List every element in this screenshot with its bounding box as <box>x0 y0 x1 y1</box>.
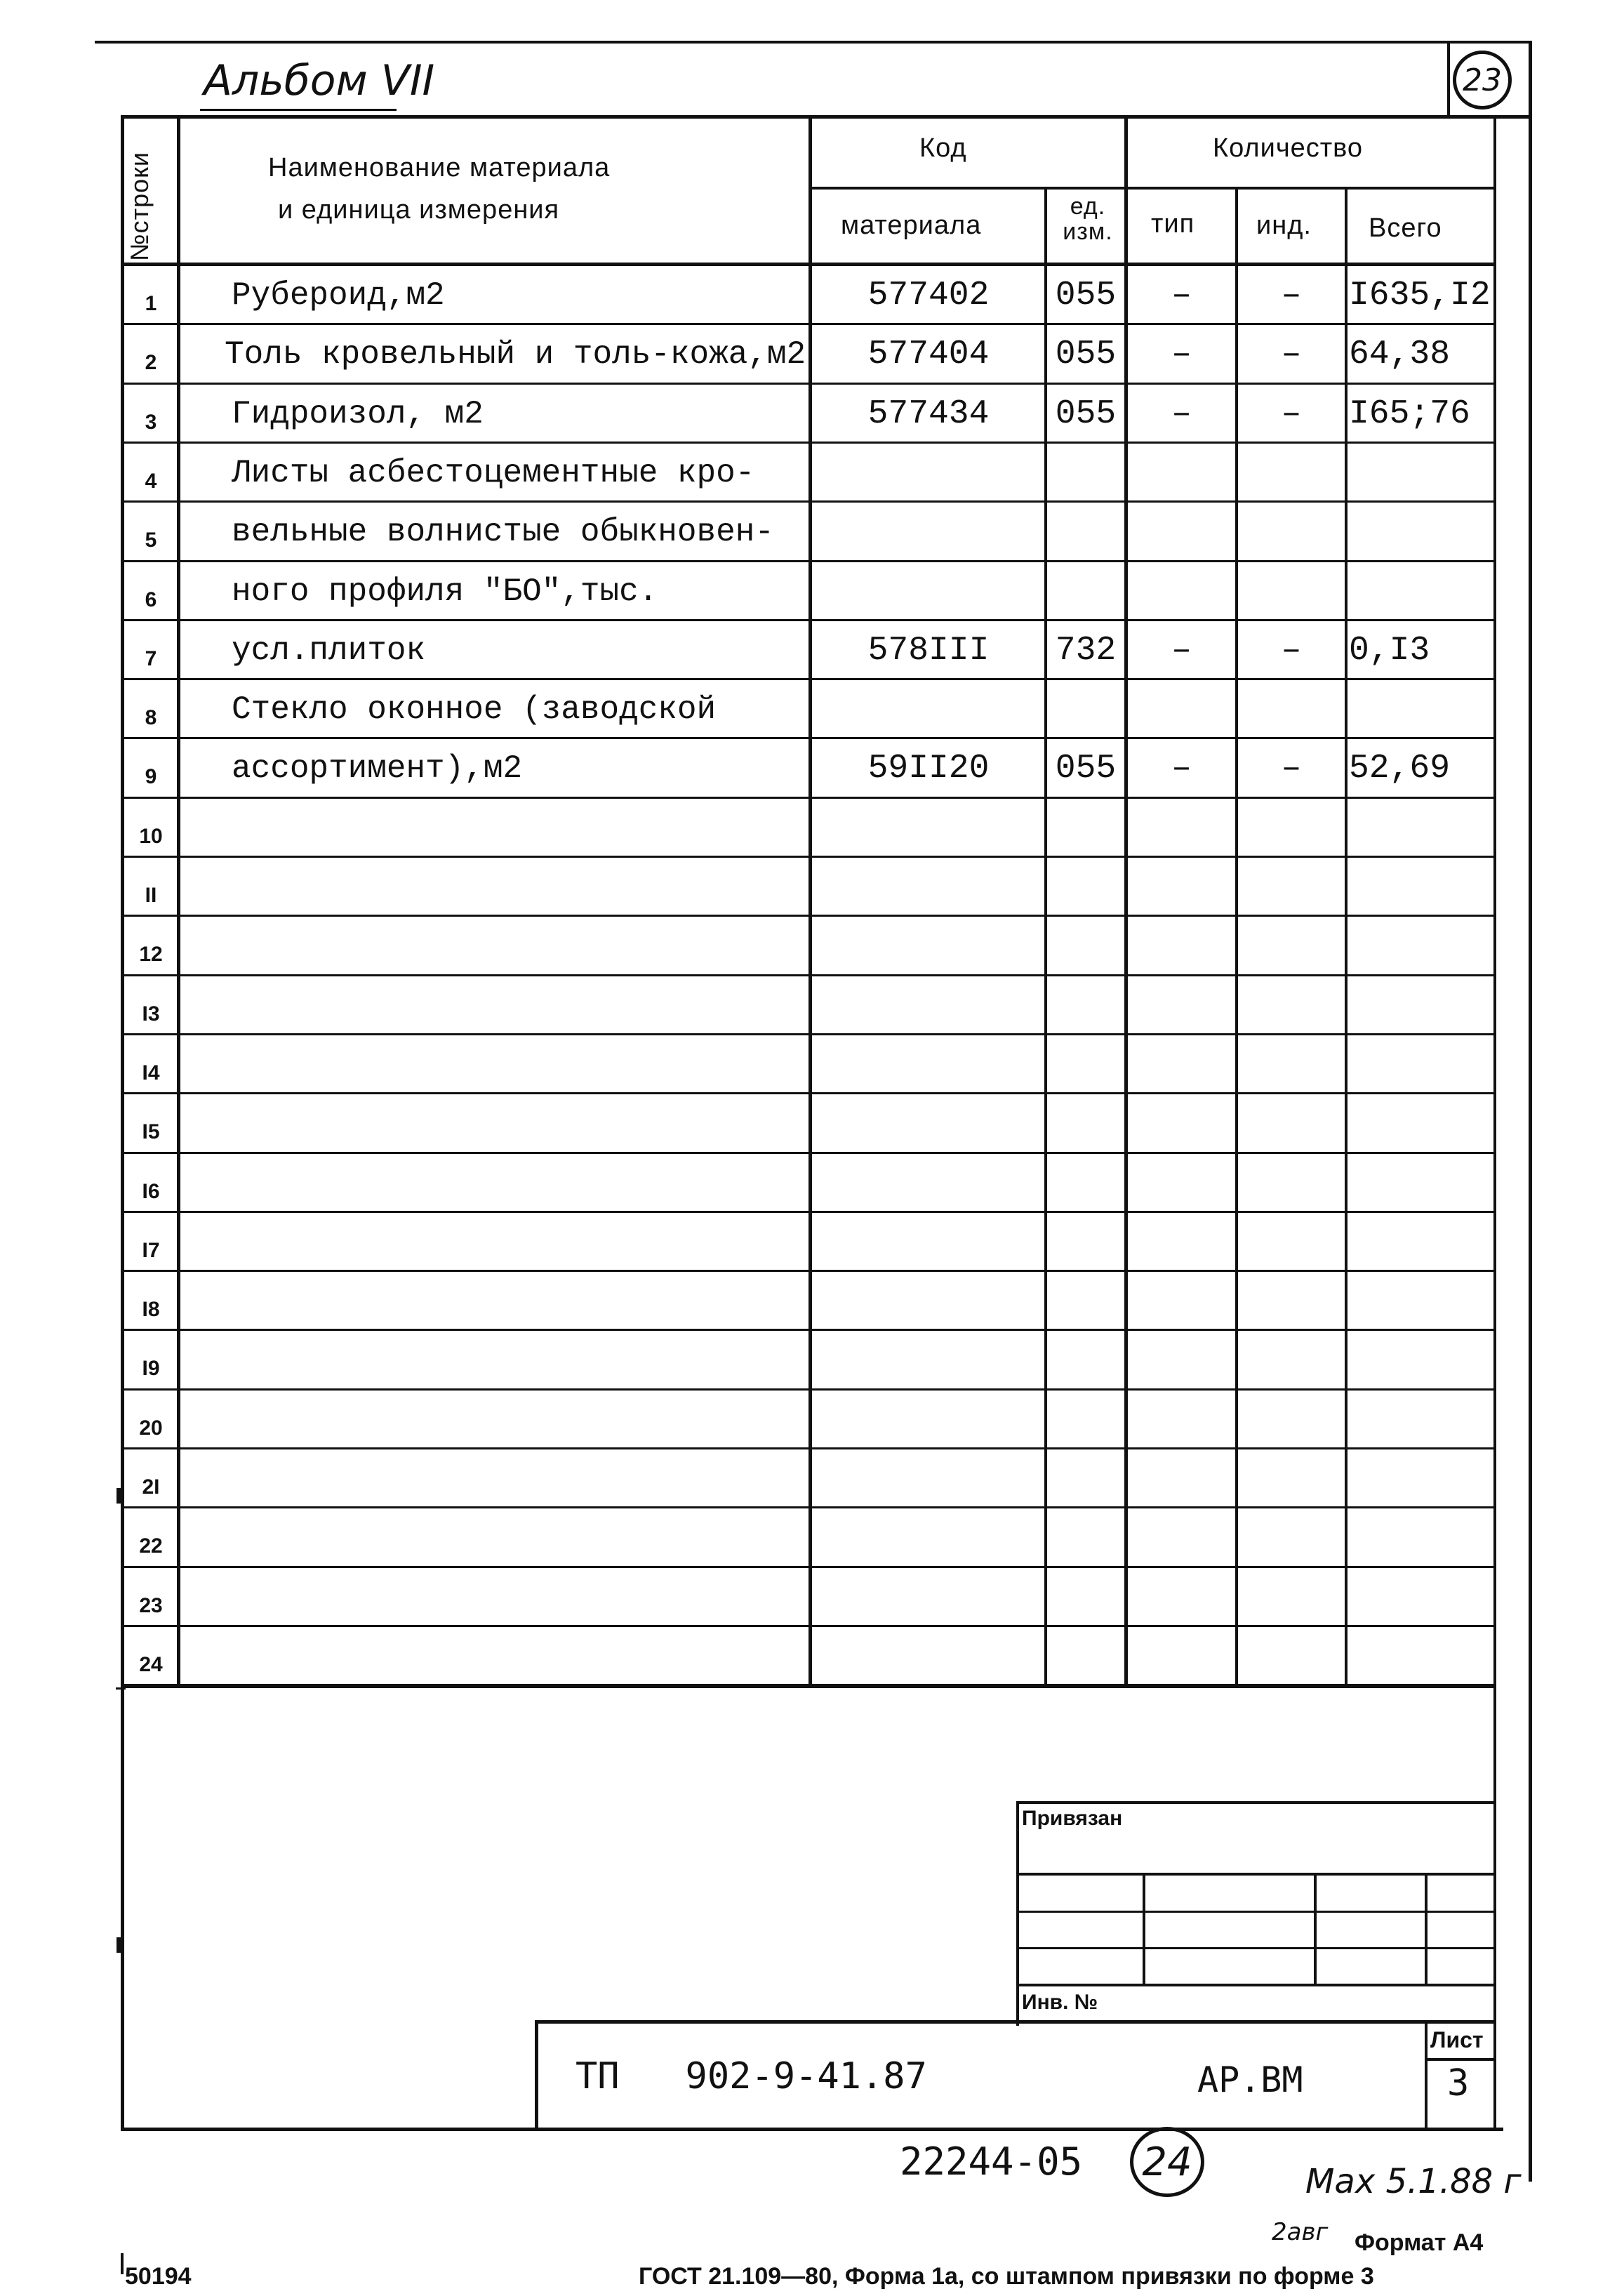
row-number: 12 <box>139 943 163 967</box>
material-code: 577434 <box>867 394 990 433</box>
frame-right <box>1529 41 1532 2182</box>
row-number: I6 <box>142 1179 160 1203</box>
total-qty: 0,I3 <box>1349 631 1430 670</box>
inventory-label: Инв. № <box>1022 1991 1098 2014</box>
total-qty: I65;76 <box>1349 394 1470 433</box>
row-number: 3 <box>145 410 157 434</box>
material-name: ного профиля "БО",тыс. <box>232 573 658 610</box>
row-separator <box>121 915 1495 917</box>
row-separator <box>121 797 1495 799</box>
sheet-box-left <box>1425 2020 1428 2131</box>
row-number: 20 <box>139 1416 163 1440</box>
row-number: 23 <box>139 1593 163 1617</box>
row-number: 4 <box>145 469 157 493</box>
material-name: вельные волнистые обыкновен- <box>232 514 774 551</box>
frame-album-bottom <box>121 115 1531 119</box>
row-separator <box>121 323 1495 325</box>
sheet-label: Лист <box>1430 2027 1484 2052</box>
row-number: 7 <box>145 646 157 670</box>
sheet-number: 3 <box>1447 2062 1470 2104</box>
material-name: ассортимент),м2 <box>232 750 523 788</box>
material-code: 577404 <box>867 336 990 374</box>
row-number: 9 <box>145 765 157 789</box>
row-number: I9 <box>142 1357 160 1381</box>
row-separator <box>121 1152 1495 1154</box>
stamp-line-3 <box>1016 1947 1495 1949</box>
row-separator <box>121 678 1495 680</box>
row-separator <box>121 383 1495 385</box>
stamp-vline-3 <box>1425 1873 1428 1985</box>
row-separator <box>121 619 1495 621</box>
title-block-top <box>535 2020 1495 2024</box>
material-code: 59II20 <box>867 750 990 788</box>
row-separator <box>121 560 1495 562</box>
material-name: Гидроизол, м2 <box>232 395 484 432</box>
row-separator <box>121 1033 1495 1035</box>
unit-code: 055 <box>1055 336 1117 374</box>
header-subline <box>811 187 1495 190</box>
stamp-vline-1 <box>1143 1873 1145 1985</box>
circle-box-left <box>1447 42 1450 117</box>
row-number-header-text: №строки <box>125 151 154 261</box>
row-separator <box>121 442 1495 444</box>
page-number: 23 <box>1463 62 1502 98</box>
left-code: 50194 <box>125 2263 192 2290</box>
type-qty: – <box>1171 750 1192 788</box>
stamp-line-1 <box>1016 1873 1495 1876</box>
left-code-tick <box>121 2253 124 2274</box>
type-qty: – <box>1171 336 1192 374</box>
stamp-vline-2 <box>1314 1873 1317 1985</box>
col-line-ind <box>1345 187 1348 1687</box>
row-number: 6 <box>145 588 157 611</box>
material-code: 578III <box>867 631 990 670</box>
row-number: 2 <box>145 351 157 375</box>
row-separator <box>121 1388 1495 1391</box>
unit-code: 732 <box>1055 631 1117 670</box>
row-separator <box>121 856 1495 858</box>
row-separator <box>121 1329 1495 1331</box>
total-qty: 52,69 <box>1349 750 1451 788</box>
section-code: АР.ВМ <box>1197 2059 1303 2100</box>
title-block-left <box>535 2020 538 2131</box>
material-name: усл.плиток <box>232 632 426 669</box>
unit-header: ед. изм. <box>1063 193 1113 245</box>
row-separator <box>121 974 1495 976</box>
row-separator <box>121 1092 1495 1094</box>
margin-tick-2 <box>117 1937 122 1953</box>
code-header: Код <box>919 133 967 163</box>
material-name: Стекло оконное (заводской <box>232 691 717 729</box>
row-separator <box>121 1270 1495 1272</box>
material-code: 577402 <box>867 277 990 314</box>
album-title: Альбом VII <box>204 56 435 105</box>
row-number: I5 <box>142 1120 160 1144</box>
row-separator <box>121 500 1495 503</box>
name-header-line2: и единица измерения <box>278 195 560 225</box>
type-header: тип <box>1151 209 1195 239</box>
total-qty: I635,I2 <box>1349 277 1491 314</box>
page-number-circle <box>1453 51 1512 110</box>
col-line-name <box>808 115 812 1687</box>
frame-bottom <box>121 2128 1503 2131</box>
total-header: Всего <box>1369 213 1442 243</box>
footer-circle <box>1130 2127 1204 2197</box>
row-separator <box>121 1211 1495 1213</box>
standard-note: ГОСТ 21.109—80, Форма 1а, со штампом привязки по форме 3 <box>639 2263 1374 2290</box>
linked-label: Привязан <box>1022 1807 1123 1830</box>
designation: ТП 902-9-41.87 <box>575 2055 927 2097</box>
row-number-header <box>125 121 174 261</box>
row-number: 2I <box>142 1475 160 1499</box>
type-qty: – <box>1171 394 1192 433</box>
row-number: I8 <box>142 1298 160 1322</box>
stamp-box-top <box>1016 1801 1495 1804</box>
row-separator <box>121 1625 1495 1627</box>
row-number: 8 <box>145 706 157 730</box>
type-qty: – <box>1171 631 1192 670</box>
frame-inner-right <box>1493 115 1496 2130</box>
individual-qty: – <box>1281 336 1302 374</box>
handwritten-note-small: 2авг <box>1272 2218 1329 2246</box>
document-number: 22244-05 <box>900 2139 1083 2184</box>
material-name: Толь кровельный и толь-кожа,м2 <box>225 336 806 373</box>
unit-code: 055 <box>1055 750 1117 788</box>
album-title-underline <box>200 109 397 111</box>
individual-header: инд. <box>1256 211 1312 240</box>
table-bottom-extend <box>116 1687 126 1690</box>
format-label: Формат А4 <box>1355 2229 1484 2256</box>
row-number: 24 <box>139 1652 163 1676</box>
material-name: Листы асбестоцементные кро- <box>232 454 755 491</box>
stamp-box-left <box>1016 1801 1019 2026</box>
name-header-line1: Наименование материала <box>268 153 611 183</box>
individual-qty: – <box>1281 277 1302 314</box>
frame-left <box>121 115 124 2131</box>
individual-qty: – <box>1281 394 1302 433</box>
row-number: 5 <box>145 529 157 552</box>
margin-tick-1 <box>117 1488 122 1504</box>
row-number: 22 <box>139 1534 163 1558</box>
table-bottom-long <box>121 1685 1496 1688</box>
row-number: I3 <box>142 1002 160 1026</box>
unit-code: 055 <box>1055 277 1117 314</box>
stamp-line-4 <box>1016 1984 1495 1986</box>
row-number: 10 <box>139 824 163 848</box>
sheet-box-mid <box>1425 2058 1495 2061</box>
col-line-num <box>177 115 180 1687</box>
material-header: материала <box>841 211 982 240</box>
total-qty: 64,38 <box>1349 336 1451 374</box>
frame-top <box>95 41 1530 44</box>
row-number: II <box>145 884 157 907</box>
row-separator <box>121 1566 1495 1568</box>
row-separator <box>121 1506 1495 1508</box>
row-separator <box>121 1447 1495 1449</box>
material-name: Рубероид,м2 <box>232 277 445 314</box>
quantity-header: Количество <box>1213 133 1364 163</box>
handwritten-note-date: Max 5.1.88 г <box>1305 2162 1522 2201</box>
footer-circle-number: 24 <box>1142 2139 1192 2185</box>
individual-qty: – <box>1281 750 1302 788</box>
individual-qty: – <box>1281 631 1302 670</box>
stamp-line-2 <box>1016 1911 1495 1913</box>
row-separator <box>121 737 1495 739</box>
type-qty: – <box>1171 277 1192 314</box>
row-number: 1 <box>145 292 157 315</box>
unit-code: 055 <box>1055 394 1117 433</box>
row-number: I7 <box>142 1238 160 1262</box>
row-number: I4 <box>142 1061 160 1084</box>
